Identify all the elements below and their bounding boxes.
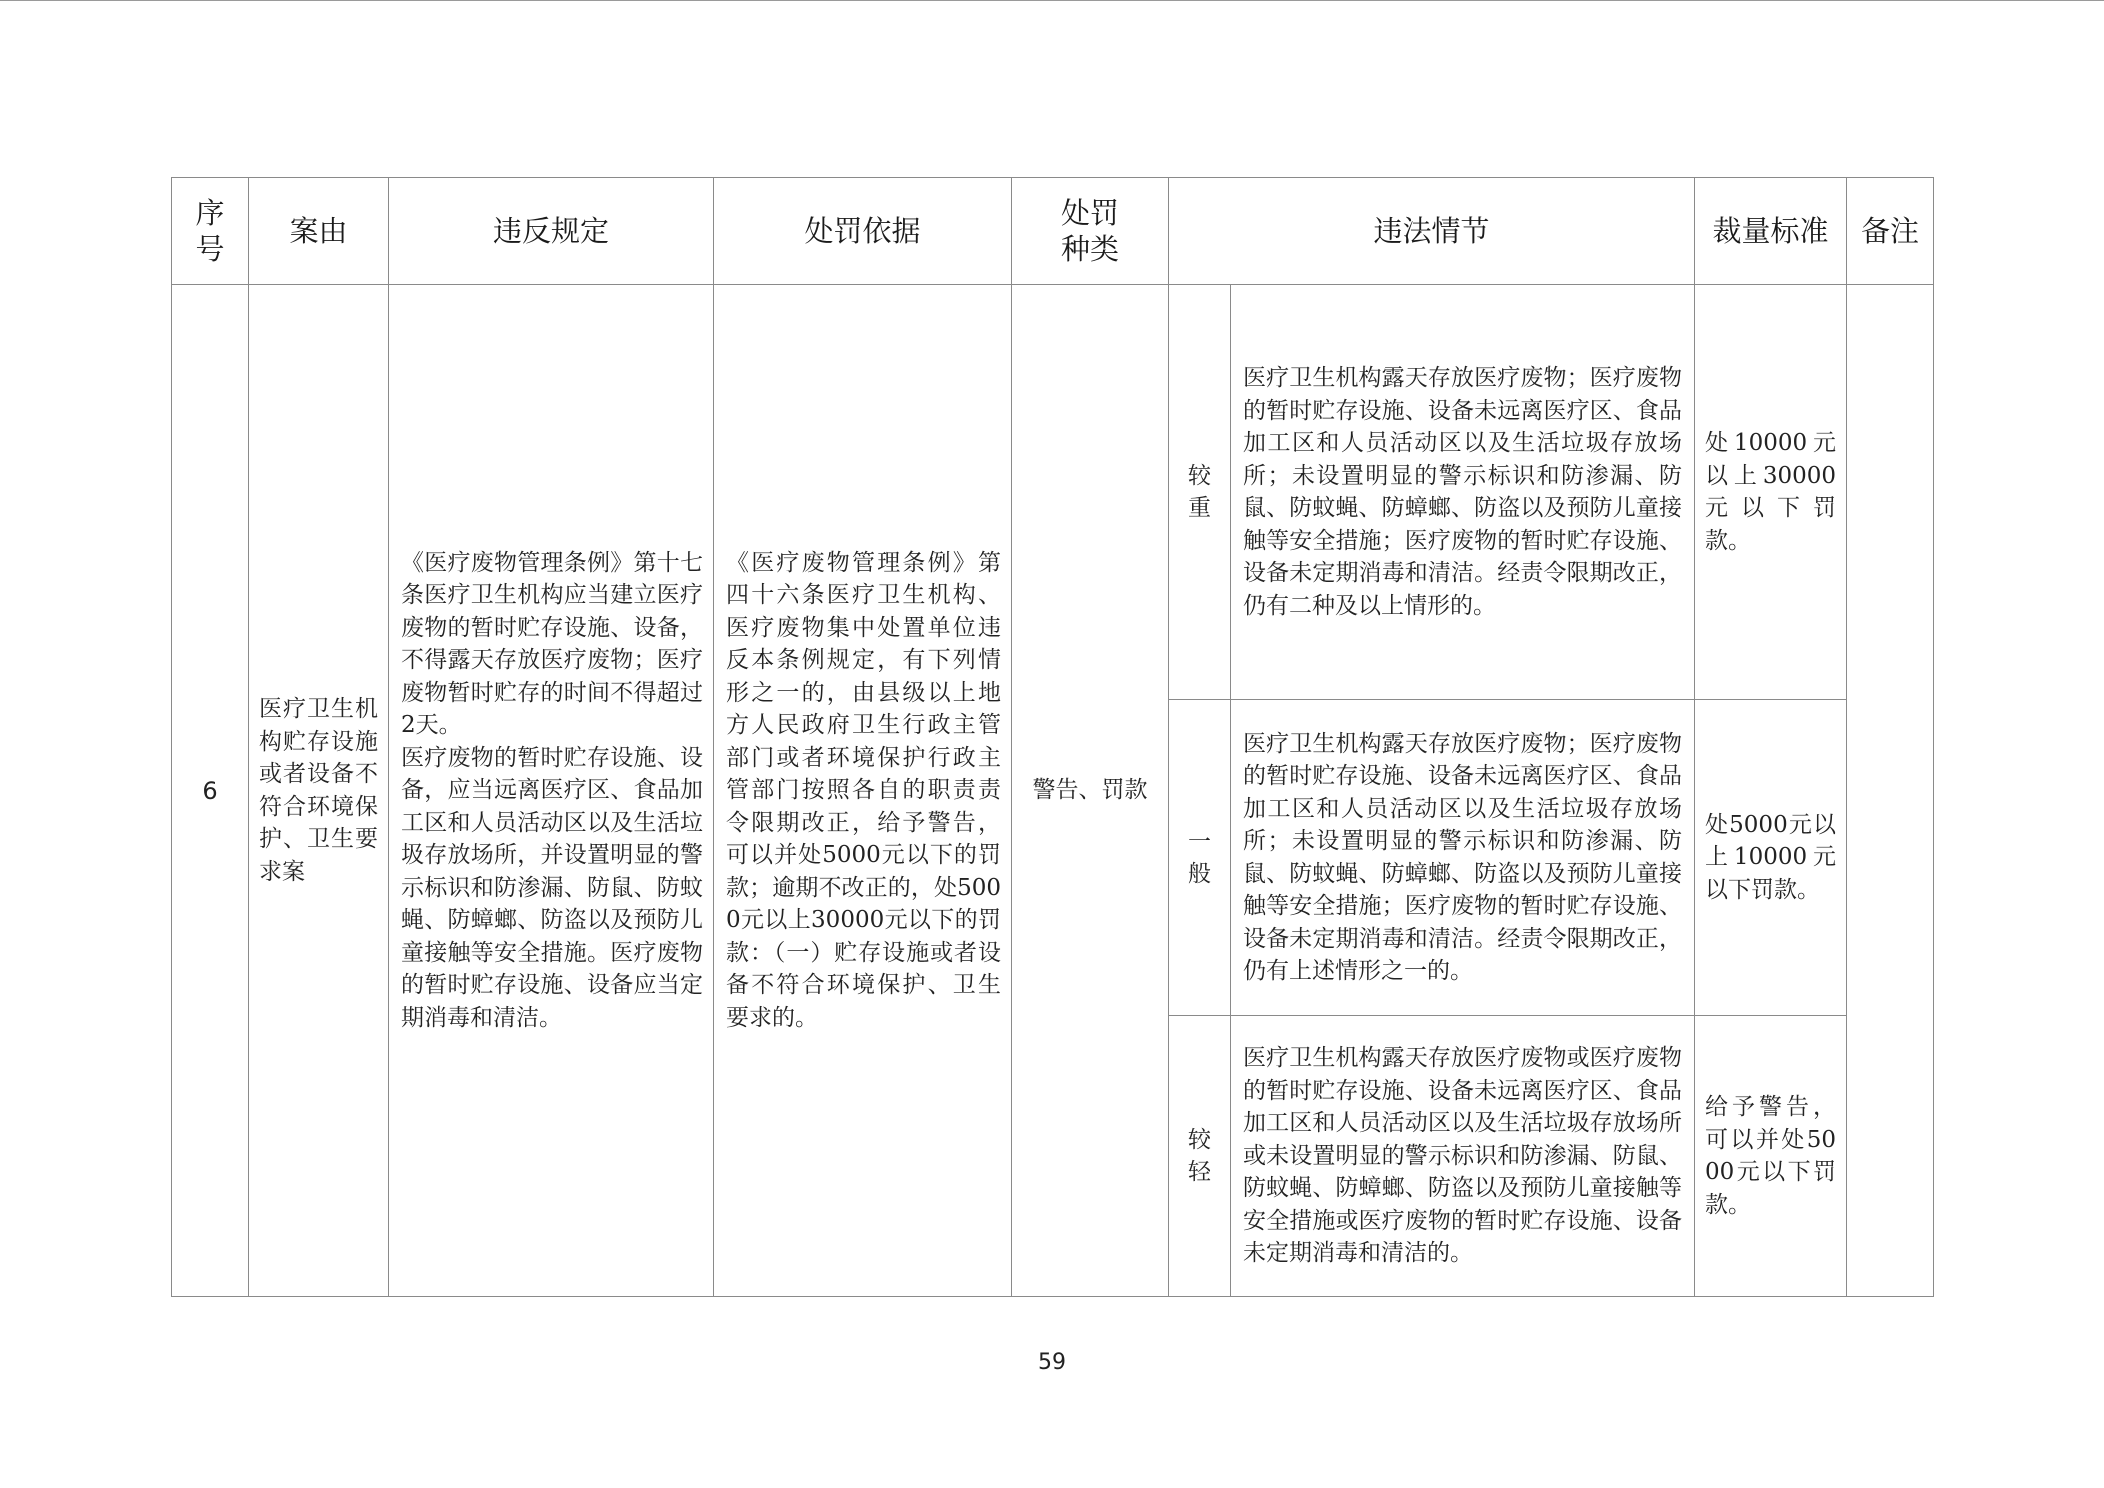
cell-punishment-type: 警告、罚款: [1012, 285, 1169, 1297]
header-punishment-type-label: 处罚种类: [1060, 196, 1119, 266]
table-row-heavy: [172, 285, 1934, 700]
header-violation: 违反规定: [389, 178, 714, 285]
header-remarks: 备注: [1847, 178, 1934, 285]
cell-case: 医疗卫生机构贮存设施或者设备不符合环境保护、卫生要求案: [249, 285, 389, 1297]
header-circumstances: 违法情节: [1169, 178, 1695, 285]
cell-circumstance-heavy: 医疗卫生机构露天存放医疗废物；医疗废物的暂时贮存设施、设备未远离医疗区、食品加工区和人员活动区以及生活垃圾存放场所；未设置明显的警示标识和防渗漏、防鼠、防蚊蝇、防蟑螂、防盗以及预防儿童接触等安全措施；医疗废物的暂时贮存设施、设备未定期消毒和清洁。经责令限期改正，仍有二种及以上情形的。: [1231, 285, 1695, 700]
header-seq-label: 序号: [195, 196, 225, 266]
penalty-discretion-table: [171, 177, 1934, 1297]
level-heavy-label: 较重: [1188, 463, 1211, 521]
cell-level-normal: [1169, 700, 1231, 1016]
cell-circumstance-light: 医疗卫生机构露天存放医疗废物或医疗废物的暂时贮存设施、设备未远离医疗区、食品加工区和人员活动区以及生活垃圾存放场所或未设置明显的警示标识和防渗漏、防鼠、防蚊蝇、防蟑螂、防盗以及预防儿童接触等安全措施或医疗废物的暂时贮存设施、设备未定期消毒和清洁的。: [1231, 1016, 1695, 1297]
cell-level-heavy: [1169, 285, 1231, 700]
header-punishment-type: [1012, 178, 1169, 285]
header-basis: 处罚依据: [714, 178, 1012, 285]
cell-seq: 6: [172, 285, 249, 1297]
header-seq: [172, 178, 249, 285]
cell-remarks: [1847, 285, 1934, 1297]
cell-standard-normal: 处5000元以上10000元以下罚款。: [1695, 700, 1847, 1016]
header-standard: 裁量标准: [1695, 178, 1847, 285]
cell-violation: [389, 285, 714, 1297]
cell-basis: 《医疗废物管理条例》第四十六条医疗卫生机构、医疗废物集中处置单位违反本条例规定，有下列情形之一的，由县级以上地方人民政府卫生行政主管部门或者环境保护行政主管部门按照各自的职责责令限期改正，给予警告，可以并处5000元以下的罚款；逾期不改正的，处5000元以上30000元以下的罚款：（一）贮存设施或者设备不符合环境保护、卫生要求的。: [714, 285, 1012, 1297]
cell-standard-light: 给予警告，可以并处5000元以下罚款。: [1695, 1016, 1847, 1297]
page-number: 59: [1038, 1350, 1066, 1375]
level-normal-label: 一般: [1188, 828, 1211, 887]
cell-standard-heavy: 处10000元以上30000元以下罚款。: [1695, 285, 1847, 700]
header-case: 案由: [249, 178, 389, 285]
cell-circumstance-normal: 医疗卫生机构露天存放医疗废物；医疗废物的暂时贮存设施、设备未远离医疗区、食品加工区和人员活动区以及生活垃圾存放场所；未设置明显的警示标识和防渗漏、防鼠、防蚊蝇、防蟑螂、防盗以及预防儿童接触等安全措施；医疗废物的暂时贮存设施、设备未定期消毒和清洁。经责令限期改正，仍有上述情形之一的。: [1231, 700, 1695, 1016]
level-light-label: 较轻: [1188, 1127, 1211, 1185]
top-border-line: [0, 0, 2104, 1]
violation-text: 《医疗废物管理条例》第十七条医疗卫生机构应当建立医疗废物的暂时贮存设施、设备，不得露天存放医疗废物；医疗废物暂时贮存的时间不得超过2天。 医疗废物的暂时贮存设施、设备，应当远离医疗区、食品加工区和人员活动区以及生活垃圾存放场所，并设置明显的警示标识和防渗漏、防鼠、防蚊蝇、防蟑螂、防盗以及预防儿童接触等安全措施。医疗废物的暂时贮存设施、设备应当定期消毒和清洁。: [401, 549, 703, 1031]
cell-level-light: [1169, 1016, 1231, 1297]
header-row: [172, 178, 1934, 285]
